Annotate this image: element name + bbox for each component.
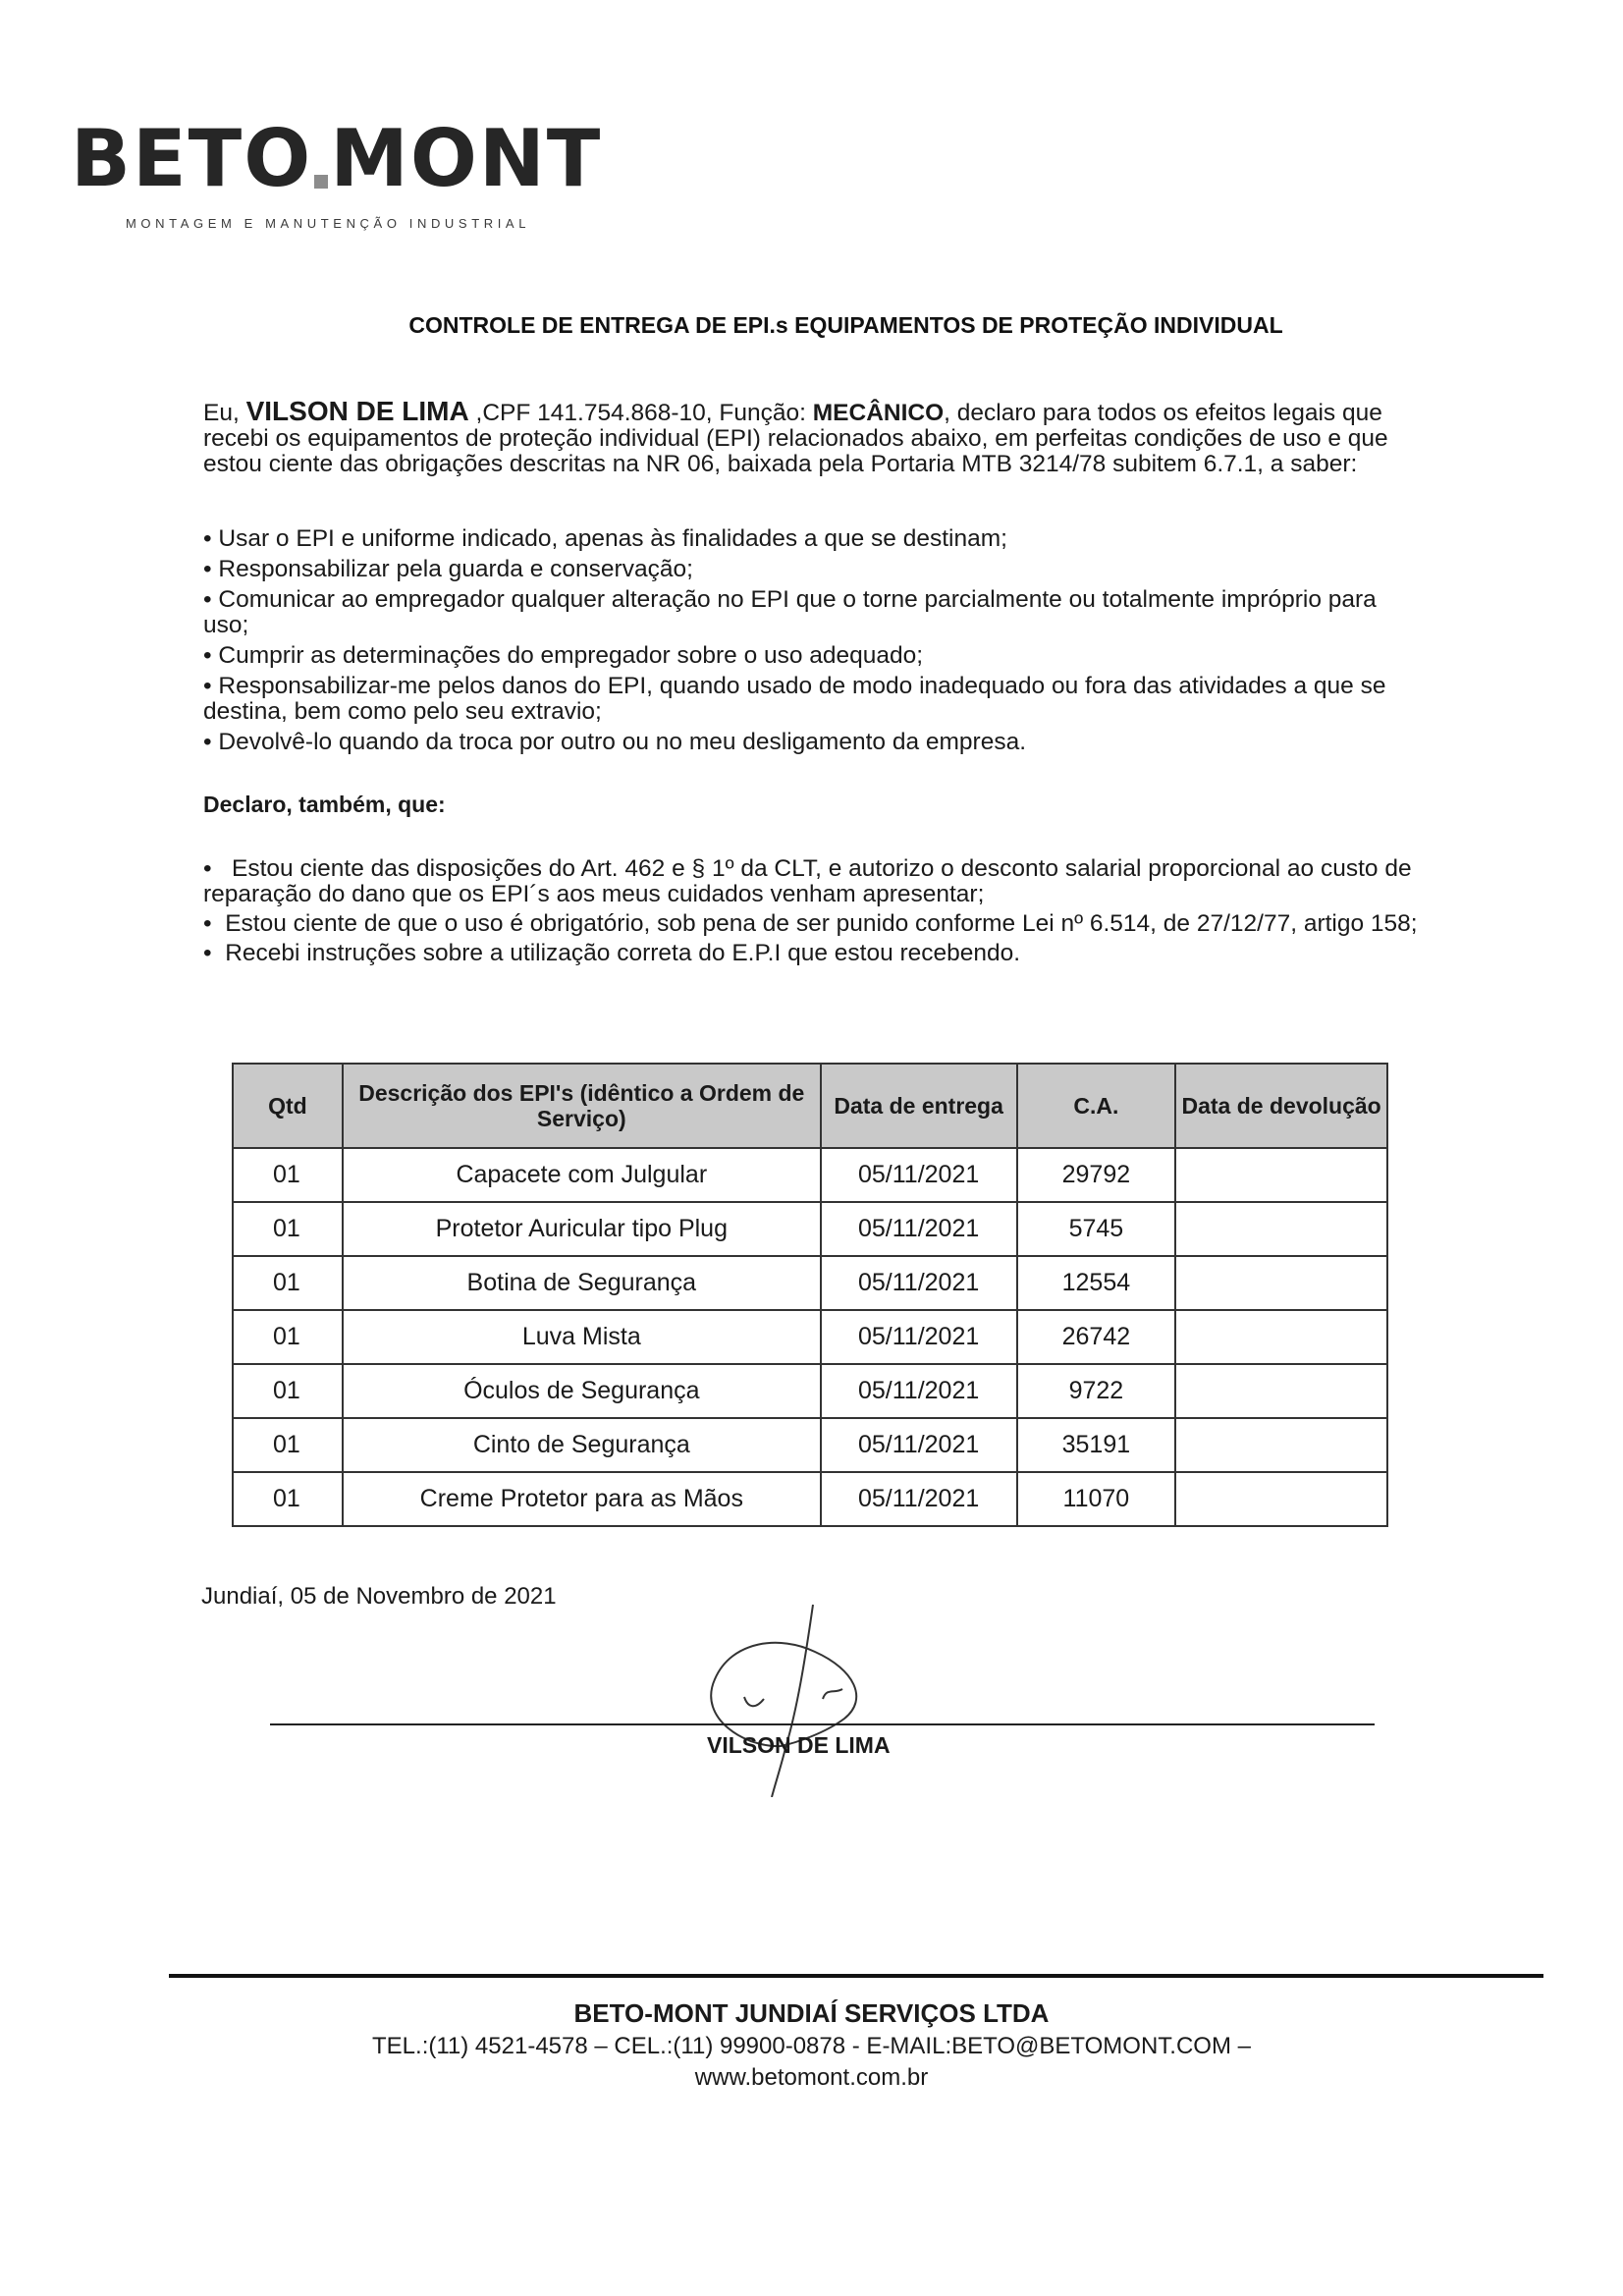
cell-ca: 26742 (1017, 1310, 1176, 1364)
employee-cpf: ,CPF 141.754.868-10, Função: (468, 400, 813, 426)
cell-delivery-date: 05/11/2021 (821, 1202, 1017, 1256)
declarations-list (203, 856, 1426, 970)
signature-scribble-icon (687, 1601, 943, 1797)
footer-divider (169, 1974, 1543, 1978)
cell-return-date (1175, 1148, 1387, 1202)
logo-word-right: MONT (330, 113, 603, 204)
cell-qtd: 01 (233, 1418, 343, 1472)
cell-return-date (1175, 1310, 1387, 1364)
intro-rest: , declaro para todos os efeitos legais que recebi os equipamentos de proteção individual (EPI) relacionados abaixo, em perfeitas condições de uso e que estou ciente das obrigações descritas na NR 06, baixada pela Portaria MTB 3214/78 subitem 6.7.1, a saber: (203, 400, 1388, 477)
place-date: Jundiaí, 05 de Novembro de 2021 (201, 1583, 557, 1610)
obligation-text: Cumprir as determinações do empregador sobre o uso adequado; (218, 642, 924, 669)
obligation-item: • Responsabilizar-me pelos danos do EPI, quando usado de modo inadequado ou fora das atividades a que se destina, bem como pelo seu extravio; (203, 673, 1386, 725)
logo-square-icon (314, 175, 328, 189)
column-header-description: Descrição dos EPI's (idêntico a Ordem de Serviço) (343, 1064, 821, 1148)
cell-description: Botina de Segurança (343, 1256, 821, 1310)
table-row (233, 1148, 1387, 1202)
cell-return-date (1175, 1256, 1387, 1310)
table-row (233, 1202, 1387, 1256)
cell-delivery-date: 05/11/2021 (821, 1418, 1017, 1472)
obligation-text: Responsabilizar pela guarda e conservação; (218, 556, 693, 582)
declaration-text: Recebi instruções sobre a utilização correta do E.P.I que estou recebendo. (225, 940, 1021, 966)
cell-ca: 9722 (1017, 1364, 1176, 1418)
cell-delivery-date: 05/11/2021 (821, 1310, 1017, 1364)
cell-qtd: 01 (233, 1472, 343, 1526)
cell-description: Luva Mista (343, 1310, 821, 1364)
document-title-text: CONTROLE DE ENTREGA DE EPI.s EQUIPAMENTOS DE PROTEÇÃO INDIVIDUAL (408, 312, 1283, 338)
table-header-row (233, 1064, 1387, 1148)
cell-delivery-date: 05/11/2021 (821, 1256, 1017, 1310)
signature-name: VILSON DE LIMA (707, 1732, 891, 1758)
cell-ca: 29792 (1017, 1148, 1176, 1202)
obligation-text: Devolvê-lo quando da troca por outro ou no meu desligamento da empresa. (218, 729, 1027, 755)
column-header-ca: C.A. (1017, 1064, 1176, 1148)
declaro-heading: Declaro, também, que: (203, 792, 446, 817)
epi-table (232, 1063, 1388, 1527)
document-title (0, 312, 1623, 339)
footer-contact: TEL.:(11) 4521-4578 – CEL.:(11) 99900-0878 - E-MAIL:BETO@BETOMONT.COM – (372, 2033, 1251, 2059)
intro-paragraph (203, 396, 1426, 477)
obligation-item: • Cumprir as determinações do empregador sobre o uso adequado; (203, 642, 924, 669)
logo-wordmark (71, 113, 603, 204)
obligation-text: Usar o EPI e uniforme indicado, apenas às finalidades a que se destinam; (218, 525, 1007, 552)
obligation-item: • Usar o EPI e uniforme indicado, apenas às finalidades a que se destinam; (203, 525, 1007, 552)
table-row (233, 1364, 1387, 1418)
column-header-delivery-date: Data de entrega (821, 1064, 1017, 1148)
table-row (233, 1418, 1387, 1472)
cell-ca: 11070 (1017, 1472, 1176, 1526)
declaration-text: Estou ciente de que o uso é obrigatório, sob pena de ser punido conforme Lei nº 6.514, de 27/12/77, artigo 158; (225, 910, 1418, 937)
cell-return-date (1175, 1202, 1387, 1256)
logo-word-left: BETO (71, 113, 313, 204)
footer-company: BETO-MONT JUNDIAÍ SERVIÇOS LTDA (573, 1998, 1050, 2028)
cell-description: Capacete com Julgular (343, 1148, 821, 1202)
cell-qtd: 01 (233, 1148, 343, 1202)
intro-prefix: Eu, (203, 400, 246, 426)
cell-qtd: 01 (233, 1364, 343, 1418)
table-row (233, 1310, 1387, 1364)
cell-return-date (1175, 1364, 1387, 1418)
column-header-return-date: Data de devolução (1175, 1064, 1387, 1148)
cell-ca: 12554 (1017, 1256, 1176, 1310)
footer-website[interactable]: www.betomont.com.br (694, 2064, 929, 2091)
obligation-item: • Responsabilizar pela guarda e conservação; (203, 556, 693, 582)
declaration-item: • Recebi instruções sobre a utilização correta do E.P.I que estou recebendo. (203, 940, 1021, 966)
company-logo (71, 113, 603, 231)
employee-name: VILSON DE LIMA (245, 396, 469, 426)
table-row (233, 1472, 1387, 1526)
cell-description: Protetor Auricular tipo Plug (343, 1202, 821, 1256)
obligation-item: • Devolvê-lo quando da troca por outro ou no meu desligamento da empresa. (203, 729, 1027, 755)
cell-delivery-date: 05/11/2021 (821, 1364, 1017, 1418)
declaration-text: Estou ciente das disposições do Art. 462 e § 1º da CLT, e autorizo o desconto salarial proporcional ao custo de reparação do dano que os EPI´s aos meus cuidados venham apresentar; (203, 855, 1412, 907)
cell-ca: 35191 (1017, 1418, 1176, 1472)
declaration-item: • Estou ciente das disposições do Art. 462 e § 1º da CLT, e autorizo o desconto salarial proporcional ao custo de reparação do dano que os EPI´s aos meus cuidados venham apresentar; (203, 855, 1412, 907)
cell-description: Creme Protetor para as Mãos (343, 1472, 821, 1526)
declaration-item: • Estou ciente de que o uso é obrigatório, sob pena de ser punido conforme Lei nº 6.514, de 27/12/77, artigo 158; (203, 910, 1418, 937)
obligation-text: Comunicar ao empregador qualquer alteração no EPI que o torne parcialmente ou totalmente impróprio para uso; (203, 586, 1377, 638)
cell-qtd: 01 (233, 1202, 343, 1256)
cell-ca: 5745 (1017, 1202, 1176, 1256)
cell-return-date (1175, 1472, 1387, 1526)
cell-description: Óculos de Segurança (343, 1364, 821, 1418)
obligation-text: Responsabilizar-me pelos danos do EPI, quando usado de modo inadequado ou fora das atividades a que se destina, bem como pelo seu extravio; (203, 673, 1386, 725)
employee-role: MECÂNICO (812, 400, 945, 426)
cell-qtd: 01 (233, 1310, 343, 1364)
column-header-qtd: Qtd (233, 1064, 343, 1148)
obligations-list (203, 526, 1426, 760)
obligation-item: • Comunicar ao empregador qualquer alteração no EPI que o torne parcialmente ou totalmente impróprio para uso; (203, 586, 1377, 638)
cell-qtd: 01 (233, 1256, 343, 1310)
cell-return-date (1175, 1418, 1387, 1472)
cell-delivery-date: 05/11/2021 (821, 1148, 1017, 1202)
signature-line (270, 1723, 1375, 1725)
cell-delivery-date: 05/11/2021 (821, 1472, 1017, 1526)
cell-description: Cinto de Segurança (343, 1418, 821, 1472)
logo-tagline: MONTAGEM E MANUTENÇÃO INDUSTRIAL (126, 216, 531, 231)
table-row (233, 1256, 1387, 1310)
